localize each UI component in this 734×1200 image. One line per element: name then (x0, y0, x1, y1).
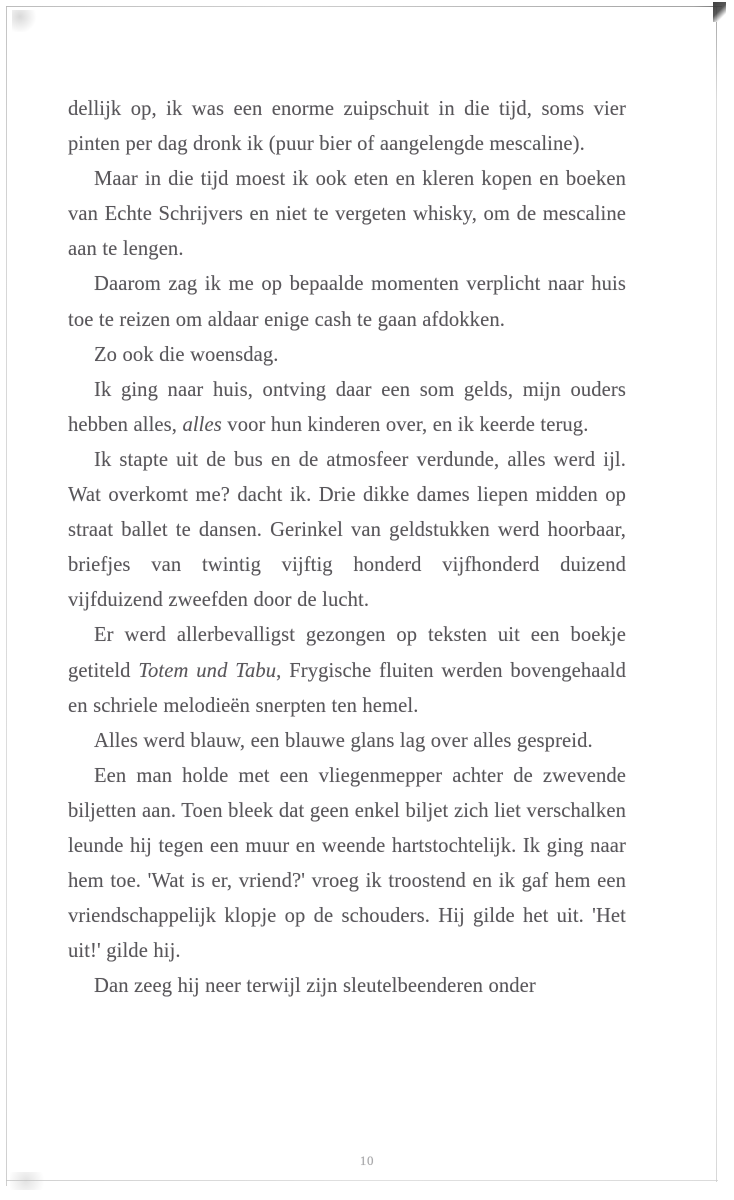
scan-smudge-bottom-left (10, 1172, 50, 1190)
paragraph (68, 724, 626, 759)
text-run: Er werd allerbevalligst gezongen op teksten uit een boekje getiteld (68, 624, 626, 682)
paragraph (68, 969, 626, 1004)
text-run: voor hun kinderen over, en ik keerde terug. (221, 413, 589, 436)
text-run: Een man holde met een vliegenmepper achter de zwevende biljetten aan. Toen bleek dat geen enkel biljet zich liet verschalken leunde hij tegen een muur en weende hartstochtelijk. Ik ging naar hem toe. 'Wat is er, vriend?' vroeg ik troostend en ik gaf hem een vriendschappelijk klopje op de schouders. Hij gilde het uit. 'Het uit!' gilde hij. (68, 764, 626, 963)
text-run: Daarom zag ik me op bepaalde momenten verplicht naar huis toe te reizen om aldaar enige cash te gaan afdokken. (68, 273, 626, 331)
text-run: Zo ook die woensdag. (94, 343, 279, 366)
emphasized-text: Totem und Tabu (138, 659, 277, 682)
text-run: Dan zeeg hij neer terwijl zijn sleutelbeenderen onder (94, 975, 536, 998)
page-edge-top (6, 6, 722, 7)
page-edge-right (716, 6, 717, 1182)
text-run: dellijk op, ik was een enorme zuipschuit in die tijd, soms vier pinten per dag dronk ik (puur bier of aangelengde mescaline). (68, 98, 626, 156)
text-run: Maar in die tijd moest ik ook eten en kleren kopen en boeken van Echte Schrijvers en niet te vergeten whisky, om de mescaline aan te lengen. (68, 168, 626, 261)
text-run: Alles werd blauw, een blauwe glans lag over alles gespreid. (94, 729, 593, 752)
text-run: , Frygische fluiten werden bovengehaald en schriele melodieën snerpten ten hemel. (68, 659, 626, 717)
paragraph (68, 162, 626, 267)
paragraph (68, 618, 626, 723)
scan-corner-artifact-icon (713, 2, 726, 22)
page-edge-bottom (6, 1180, 718, 1181)
text-run: Ik ging naar huis, ontving daar een som gelds, mijn ouders hebben alles, (68, 378, 626, 436)
scan-smudge-top-left (12, 10, 38, 32)
emphasized-text: alles (182, 413, 222, 436)
paragraph (68, 373, 626, 443)
paragraph (68, 443, 626, 618)
paragraph (68, 759, 626, 970)
body-text-column (68, 92, 626, 1004)
page-number: 10 (359, 1153, 375, 1168)
paragraph (68, 92, 626, 162)
page-edge-left (6, 6, 7, 1186)
paragraph (68, 338, 626, 373)
text-run: Ik stapte uit de bus en de atmosfeer verdunde, alles werd ijl. Wat overkomt me? dacht ik. Drie dikke dames liepen midden op straat ballet te dansen. Gerinkel van geldstukken werd hoorbaar, briefjes van twintig vijftig honderd vijfhonderd duizend vijfduizend zweefden door de lucht. (68, 448, 626, 612)
paragraph (68, 267, 626, 337)
